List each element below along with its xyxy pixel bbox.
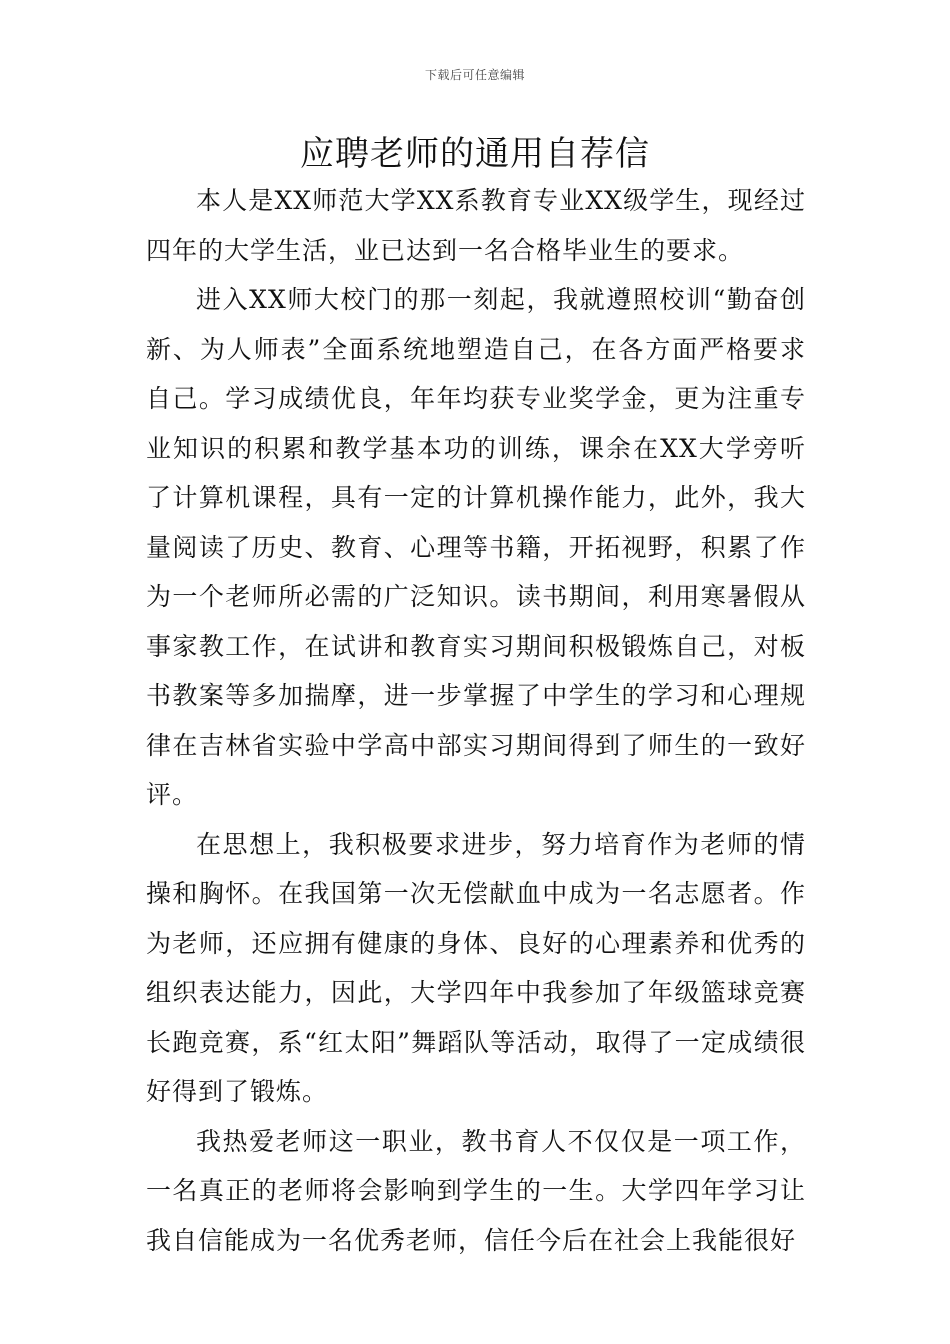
document-title: 应聘老师的通用自荐信 [300, 134, 650, 174]
paragraph-character: 在思想上，我积极要求进步，努力培育作为老师的情操和胸怀。在我国第一次无偿献血中成为一名志愿者。作为老师，还应拥有健康的身体、良好的心理素养和优秀的组织表达能力，因此，大学四年中我参加了年级篮球竞赛长跑竞赛，系“红太阳”舞蹈队等活动，取得了一定成绩很好得到了锻炼。 [146, 829, 806, 1106]
paragraph-study: 进入XX师大校门的那一刻起，我就遵照校训“勤奋创新、为人师表”全面系统地塑造自己，在各方面严格要求自己。学习成绩优良，年年均获专业奖学金，更为注重专业知识的积累和教学基本功的训练，课余在XX大学旁听了计算机课程，具有一定的计算机操作能力，此外，我大量阅读了历史、教育、心理等书籍，开拓视野，积累了作为一个老师所必需的广泛知识。读书期间，利用寒暑假从事家教工作，在试讲和教育实习期间积极锻炼自己，对板书教案等多加揣摩，进一步掌握了中学生的学习和心理规律在吉林省实验中学高中部实习期间得到了师生的一致好评。 [146, 285, 806, 809]
header-note: 下载后可任意编辑 [424, 68, 525, 82]
document-body [146, 176, 806, 1265]
paragraph-intro: 本人是XX师范大学XX系教育专业XX级学生，现经过四年的大学生活，业已达到一名合格毕业生的要求。 [146, 186, 806, 265]
paragraph-motivation: 我热爱老师这一职业，教书育人不仅仅是一项工作，一名真正的老师将会影响到学生的一生。大学四年学习让我自信能成为一名优秀老师，信任今后在社会上我能很好 [146, 1126, 806, 1255]
